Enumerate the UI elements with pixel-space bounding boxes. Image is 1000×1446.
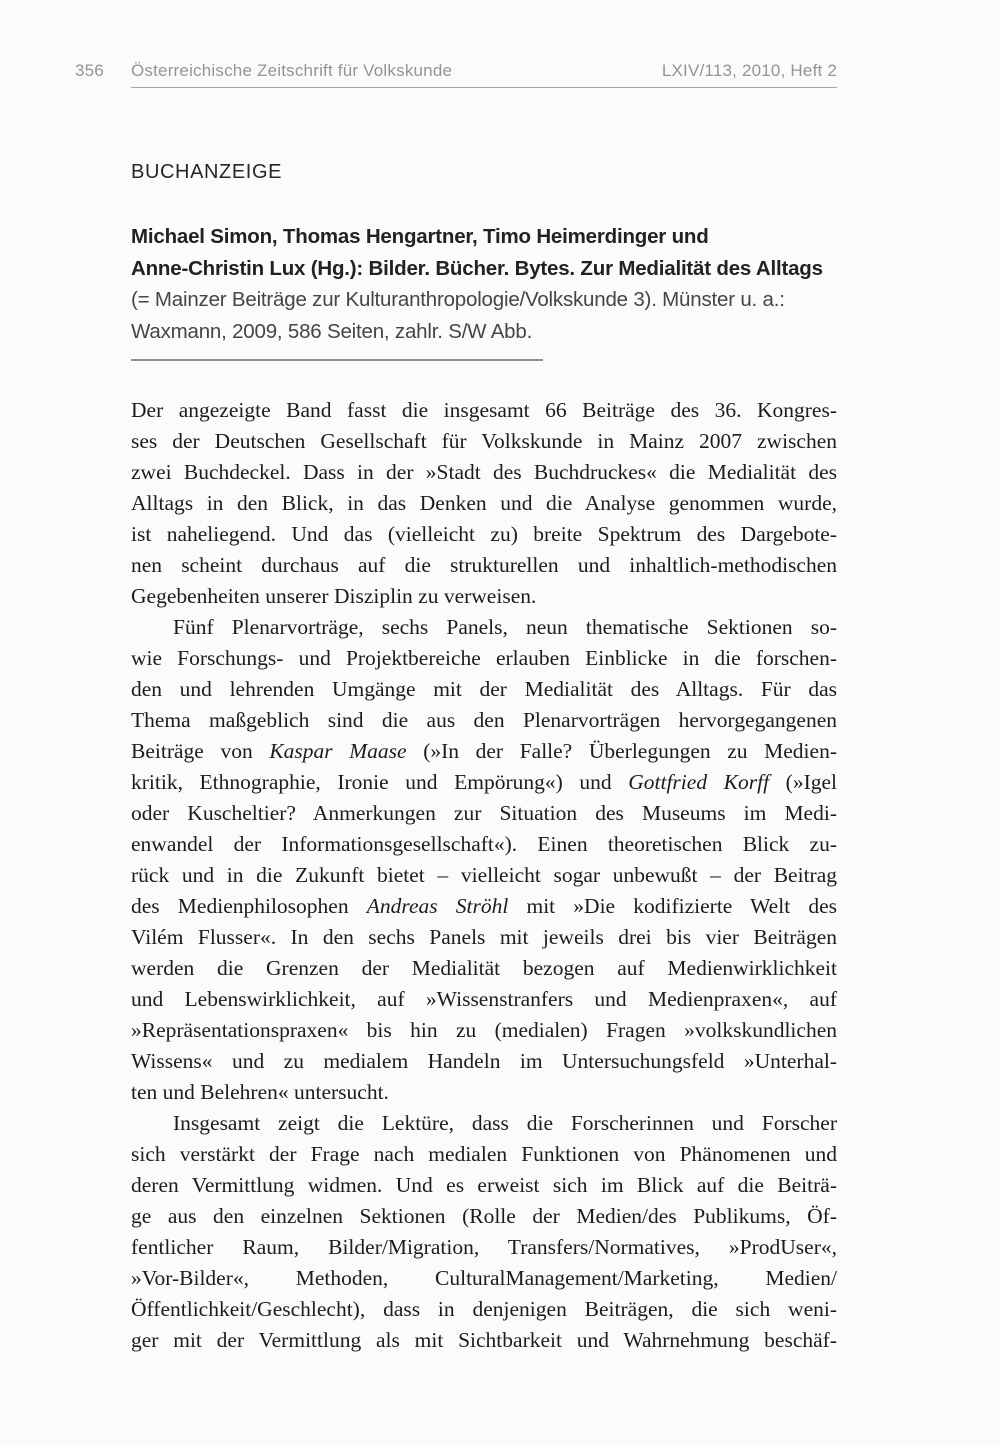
body-line: Gegebenheiten unserer Disziplin zu verweisen. [131, 584, 537, 608]
body-line: den und lehrenden Umgänge mit der Medialität des Alltags. Für das [131, 677, 837, 701]
body-line: Der angezeigte Band fasst die insgesamt 66 Beiträge des 36. Kongres- [131, 398, 837, 422]
body-line: Alltags in den Blick, in das Denken und die Analyse genommen wurde, [131, 491, 837, 515]
citation-rule [131, 359, 543, 361]
body-line: Öffentlichkeit/Geschlecht), dass in denjenigen Beiträgen, die sich weni- [131, 1297, 837, 1321]
body-line: »Vor-Bilder«, Methoden, CulturalManagement/Marketing, Medien/ [131, 1266, 837, 1290]
body-line: wie Forschungs- und Projektbereiche erlauben Einblicke in die forschen- [131, 646, 837, 670]
body-line: Thema maßgeblich sind die aus den Plenarvorträgen hervorgegangenen [131, 708, 837, 732]
citation-line: Anne-Christin Lux (Hg.): Bilder. Bücher. Bytes. Zur Medialität des Alltags [131, 256, 823, 280]
body-paragraph [131, 395, 837, 612]
journal-title: Österreichische Zeitschrift für Volkskunde [131, 61, 453, 80]
body-line: »Repräsentationspraxen« bis hin zu (medialen) Fragen »volkskundlichen [131, 1018, 837, 1042]
page-header [75, 61, 837, 81]
issue-label: LXIV/113, 2010, Heft 2 [661, 61, 837, 80]
body-line: ist naheliegend. Und das (vielleicht zu) breite Spektrum des Dargebote- [131, 522, 837, 546]
body-paragraph [131, 1108, 837, 1356]
body-line: Wissens« und zu medialem Handeln im Untersuchungsfeld »Unterhal- [131, 1049, 837, 1073]
body-line: Fünf Plenarvorträge, sechs Panels, neun thematische Sektionen so- [173, 615, 837, 639]
body-line: des Medienphilosophen Andreas Ströhl mit »Die kodifizierte Welt des [131, 894, 837, 918]
body-line: zwei Buchdeckel. Dass in der »Stadt des Buchdruckes« die Medialität des [131, 460, 837, 484]
body-line: ten und Belehren« untersucht. [131, 1080, 389, 1104]
body-line: Vilém Flusser«. In den sechs Panels mit jeweils drei bis vier Beiträgen [131, 925, 837, 949]
citation-line: Waxmann, 2009, 586 Seiten, zahlr. S/W Abb. [131, 320, 533, 344]
citation-line: Michael Simon, Thomas Hengartner, Timo Heimerdinger und [131, 225, 709, 248]
body-line: kritik, Ethnographie, Ironie und Empörung«) und Gottfried Korff (»Igel [131, 770, 837, 794]
body-line: Beiträge von Kaspar Maase (»In der Falle? Überlegungen zu Medien- [131, 739, 837, 763]
citation-line: (= Mainzer Beiträge zur Kulturanthropologie/Volkskunde 3). Münster u. a.: [131, 288, 785, 312]
citation [131, 221, 843, 348]
body-line: rück und in die Zukunft bietet – vielleicht sogar unbewußt – der Beitrag [131, 863, 837, 887]
body-line: ge aus den einzelnen Sektionen (Rolle der Medien/des Publikums, Öf- [131, 1204, 837, 1228]
header-rule [131, 87, 837, 88]
body-line: deren Vermittlung widmen. Und es erweist sich im Blick auf die Beiträ- [131, 1173, 837, 1197]
body-line: ses der Deutschen Gesellschaft für Volkskunde in Mainz 2007 zwischen [131, 429, 837, 453]
body-line: fentlicher Raum, Bilder/Migration, Transfers/Normatives, »ProdUser«, [131, 1235, 837, 1259]
section-label: BUCHANZEIGE [131, 161, 283, 183]
body-line: sich verstärkt der Frage nach medialen Funktionen von Phänomenen und [131, 1142, 837, 1166]
body-line: werden die Grenzen der Medialität bezogen auf Medienwirklichkeit [131, 956, 837, 980]
body-line: und Lebenswirklichkeit, auf »Wissenstranfers und Medienpraxen«, auf [131, 987, 837, 1011]
body-line: ger mit der Vermittlung als mit Sichtbarkeit und Wahrnehmung beschäf- [131, 1328, 837, 1352]
body-text [131, 395, 837, 1356]
body-line: enwandel der Informationsgesellschaft«). Einen theoretischen Blick zu- [131, 832, 837, 856]
body-line: nen scheint durchaus auf die strukturellen und inhaltlich-methodischen [131, 553, 837, 577]
body-line: oder Kuscheltier? Anmerkungen zur Situation des Museums im Medi- [131, 801, 837, 825]
body-paragraph [131, 612, 837, 1108]
body-line: Insgesamt zeigt die Lektüre, dass die Forscherinnen und Forscher [173, 1111, 837, 1135]
page-number: 356 [75, 61, 104, 80]
